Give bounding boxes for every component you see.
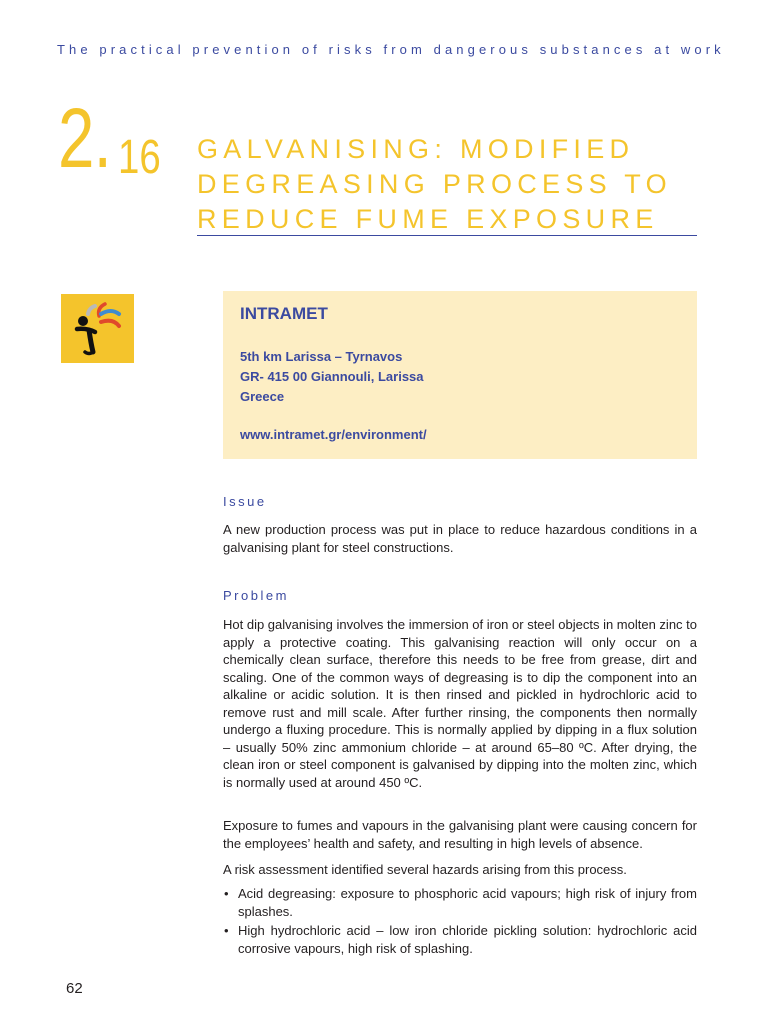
organisation-website-link[interactable]: www.intramet.gr/environment/ <box>240 427 427 442</box>
organisation-name: INTRAMET <box>240 304 328 323</box>
address-line: 5th km Larissa – Tyrnavos <box>240 349 403 364</box>
address-line: Greece <box>240 389 285 404</box>
chapter-number-major: 2. <box>58 91 112 185</box>
address-line: GR- 415 00 Giannouli, Larissa <box>240 369 424 384</box>
case-study-logo-icon <box>61 294 134 363</box>
list-item-text: High hydrochloric acid – low iron chloride pickling solution: hydrochloric acid corrosive vapours, high risk of splashing. <box>238 923 697 956</box>
list-item: • Acid degreasing: exposure to phosphoric acid vapours; high risk of injury from splashes. <box>224 886 697 919</box>
title-divider <box>197 235 697 236</box>
hazard-list <box>223 885 697 959</box>
chapter-title: GALVANISING: MODIFIED DEGREASING PROCESS TO REDUCE FUME EXPOSURE <box>197 134 672 234</box>
problem-heading: Problem <box>223 588 289 603</box>
problem-paragraph: Hot dip galvanising involves the immersion of iron or steel objects in molten zinc to apply a protective coating. This galvanising reaction will only occur on a chemically clean surface, therefore this needs to be free from grease, dirt and scaling. One of the common ways of degreasing is to dip the component into an alkaline or acidic solution. It is then rinsed and pickled in hydrochloric acid to remove rust and mill scale. After further rinsing, the components then normally undergo a fluxing procedure. This is normally applied by dipping in a flux solution – usually 50% zinc ammonium chloride – at around 65–80 ºC. After drying, the clean iron or steel component is galvanised by dipping into the molten zinc, which is normally used at around 450 ºC. <box>223 617 698 790</box>
problem-paragraph: Exposure to fumes and vapours in the galvanising plant were causing concern for the employees’ health and safety, and resulting in high levels of absence. <box>223 818 697 851</box>
list-item-text: Acid degreasing: exposure to phosphoric acid vapours; high risk of injury from splashes. <box>238 886 697 919</box>
page-number: 62 <box>66 980 83 997</box>
organisation-address <box>240 347 424 407</box>
chapter-number <box>58 91 161 185</box>
organisation-box <box>223 291 697 459</box>
issue-text: A new production process was put in place to reduce hazardous conditions in a galvanising plant for steel constructions. <box>223 522 697 555</box>
running-header: The practical prevention of risks from dangerous substances at work <box>57 42 725 57</box>
list-item: • High hydrochloric acid – low iron chloride pickling solution: hydrochloric acid corrosive vapours, high risk of splashing. <box>224 923 697 956</box>
chapter-number-minor: 16 <box>118 131 161 184</box>
issue-heading: Issue <box>223 494 267 509</box>
problem-paragraph: A risk assessment identified several hazards arising from this process. <box>223 862 627 877</box>
